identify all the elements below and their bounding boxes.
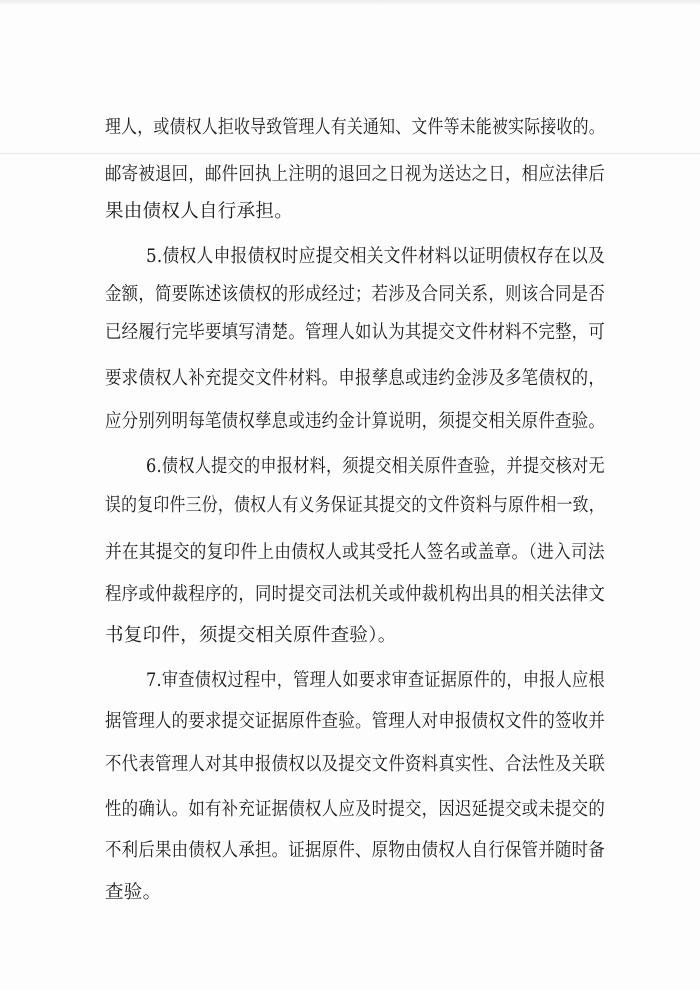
text-line: 5.债权人申报债权时应提交相关文件材料以证明债权存在以及 xyxy=(146,246,606,267)
text-line: 7.审查债权过程中，管理人如要求审查证据原件的，申报人应根 xyxy=(146,670,605,691)
text-line: 不代表管理人对其申报债权以及提交文件资料真实性、合法性及关联 xyxy=(105,754,605,775)
text-line: 误的复印件三份，债权人有义务保证其提交的文件资料与原件相一致， xyxy=(105,495,605,516)
text-line: 已经履行完毕要填写清楚。管理人如认为其提交文件材料不完整，可 xyxy=(105,322,605,343)
text-line: 性的确认。如有补充证据债权人应及时提交，因迟延提交或未提交的 xyxy=(105,799,605,820)
scan-artifact-line xyxy=(0,153,700,154)
text-line: 查验。 xyxy=(105,882,162,903)
text-line: 果由债权人自行承担。 xyxy=(105,201,294,222)
text-line: 应分别列明每笔债权孳息或违约金计算说明，须提交相关原件查验。 xyxy=(105,411,605,432)
text-line: 金额，简要陈述该债权的形成经过；若涉及合同关系，则该合同是否 xyxy=(105,284,605,305)
scan-edge xyxy=(0,0,700,6)
text-line: 并在其提交的复印件上由债权人或其受托人签名或盖章。（进入司法 xyxy=(105,542,605,563)
text-line: 据管理人的要求提交证据原件查验。管理人对申报债权文件的签收并 xyxy=(105,711,605,732)
text-line: 书复印件，须提交相关原件查验）。 xyxy=(105,625,397,646)
text-line: 6.债权人提交的申报材料，须提交相关原件查验，并提交核对无 xyxy=(146,456,605,477)
text-line: 理人，或债权人拒收导致管理人有关通知、文件等未能被实际接收的。 xyxy=(105,117,605,138)
text-line: 邮寄被退回，邮件回执上注明的退回之日视为送达之日，相应法律后 xyxy=(105,164,605,185)
text-line: 不利后果由债权人承担。证据原件、原物由债权人自行保管并随时备 xyxy=(105,840,605,861)
text-line: 程序或仲裁程序的，同时提交司法机关或仲裁机构出具的相关法律文 xyxy=(105,584,605,605)
text-line: 要求债权人补充提交文件材料。申报孳息或违约金涉及多笔债权的， xyxy=(105,368,605,389)
